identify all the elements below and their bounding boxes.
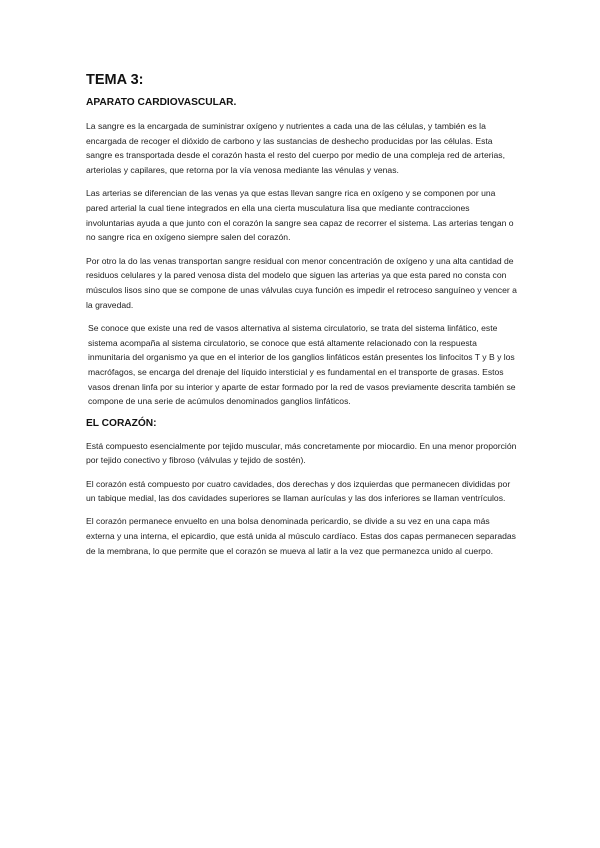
paragraph-heart-cavities: El corazón está compuesto por cuatro cavidades, dos derechas y dos izquierdas que permanecen divididas por un tabique medial, las dos cavidades superiores se llaman aurículas y las dos inferiores se llaman ventrículos. [86, 478, 511, 504]
paragraph-pericardium: El corazón permanece envuelto en una bolsa denominada pericardio, se divide a su vez en una capa más externa y una interna, el epicardio, que está unida al músculo cardíaco. Estas dos capas permanecen separadas de la membrana, lo que permite que el corazón se mueva al latir a la vez que permanezca unido al cuerpo. [86, 516, 516, 556]
paragraph-blood: La sangre es la encargada de suministrar oxígeno y nutrientes a cada una de las células, y también es la encargada de recoger el dióxido de carbono y las sustancias de deshecho producidas por las células. Esta sangre es transportada desde el corazón hasta el resto del cuerpo por medio de una compleja red de arterias, arteriolas y capilares, que retorna por la vía venosa mediante las vénulas y venas. [86, 121, 505, 176]
paragraph-heart-tissue: Está compuesto esencialmente por tejido muscular, más concretamente por miocardio. En una menor proporción por tejido conectivo y fibroso (válvulas y tejido de sostén). [86, 440, 517, 466]
document-body [86, 72, 518, 567]
paragraph-arteries: Las arterias se diferencian de las venas ya que estas llevan sangre rica en oxígeno y se componen por una pared arterial la cual tiene integrados en ella una cierta musculatura lisa que mediante contracciones involuntarias ayuda a que junto con el corazón la sangre sea capaz de recorrer el sistema. Las arterias tengan o no sangre rica en oxígeno siempre salen del corazón. [86, 188, 514, 243]
paragraph-lymphatic: Se conoce que existe una red de vasos alternativa al sistema circulatorio, se trata del sistema linfático, este sistema acompaña al sistema circulatorio, se conoce que está altamente relacionado con la respuesta inmunitaria del organismo ya que en el interior de los ganglios linfáticos están presentes los linfocitos T y B y los macrófagos, se encarga del drenaje del líquido intersticial y es fundamental en el transporte de grasas. Estos vasos drenan linfa por su interior y aparte de estar formado por la red de vasos previamente descrita también se compone de una serie de acúmulos denominados ganglios linfáticos. [88, 322, 516, 407]
section-heading-heart: EL CORAZÓN: [86, 417, 157, 429]
document-subtitle: APARATO CARDIOVASCULAR. [86, 97, 237, 108]
document-title: TEMA 3: [86, 72, 144, 88]
paragraph-veins: Por otro la do las venas transportan sangre residual con menor concentración de oxígeno y una alta cantidad de residuos celulares y la pared venosa dista del modelo que siguen las arterias ya que esta pared no consta con músculos lisos sino que se compone de unas válvulas cuya función es impedir el retroceso sanguíneo y vencer a la gravedad. [86, 255, 517, 310]
